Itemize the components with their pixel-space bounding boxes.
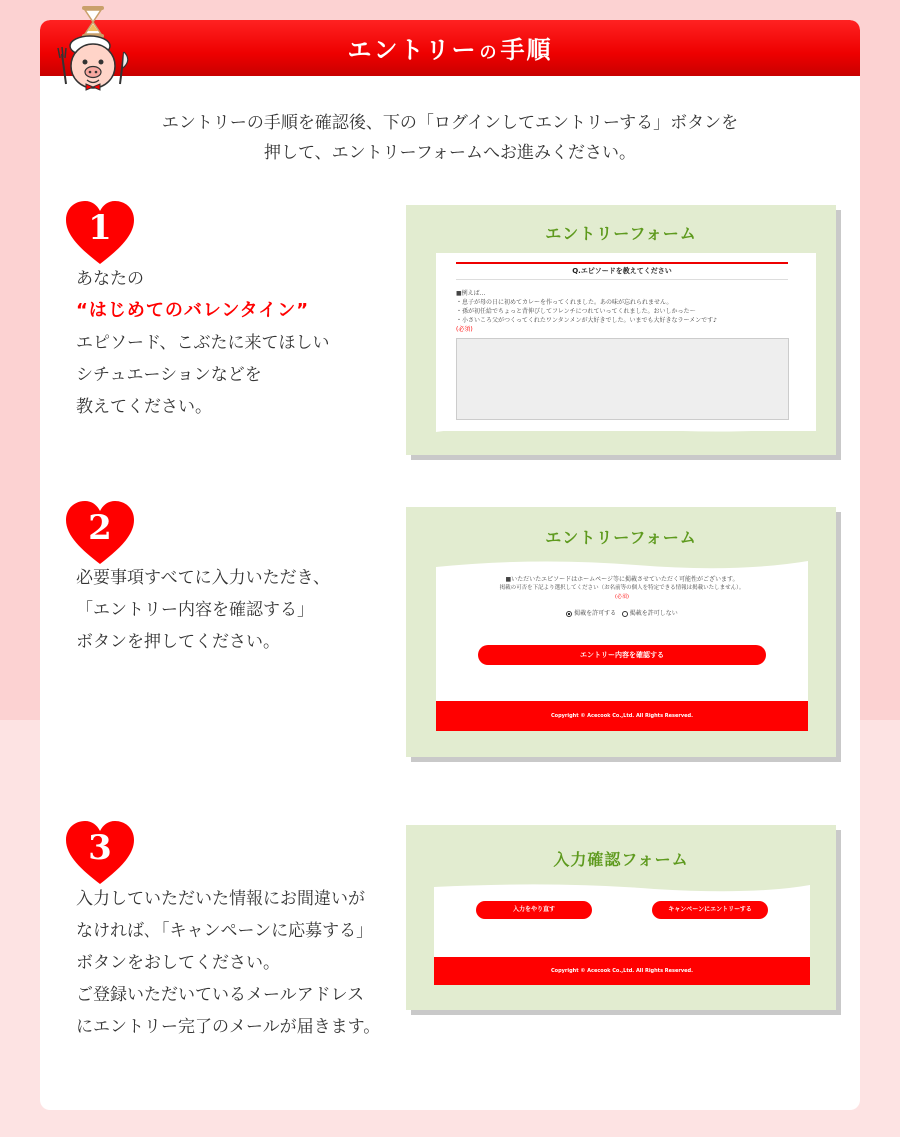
publish-permission-radios[interactable]: 掲載を許可する 掲載を許可しない — [436, 609, 808, 618]
panel-title: エントリーフォーム — [545, 528, 697, 547]
step-1-number: 1 — [88, 208, 112, 248]
wave-edge — [436, 420, 816, 438]
campaign-entry-button[interactable]: キャンペーンにエントリーする — [652, 901, 768, 919]
episode-textarea[interactable] — [456, 338, 789, 420]
step-1-text: あなたの “はじめてのバレンタイン” エピソード、こぶたに来てほしい シチュエーションなどを 教えてください。 — [76, 269, 330, 417]
copyright-bar: Copyright © Acecook Co.,Ltd. All Rights Reserved. — [436, 701, 808, 731]
form-area — [434, 893, 810, 957]
radio-selected[interactable] — [566, 611, 572, 617]
confirm-entry-button[interactable]: エントリー内容を確認する — [478, 645, 766, 665]
example-list: ■例えば… ・息子が母の日に初めてカレーを作ってくれました。あの味が忘れられません。 ・孫が初任給でちょっと背伸びしてフレンチにつれていってくれました。おいしかった〜 ・小さいころ父がつくってくれたワンタンメンが大好きでした。いまでも大好きなラーメンです♪ (必須) — [456, 290, 717, 333]
panel-title: エントリーフォーム — [545, 224, 697, 243]
panel-title: 入力確認フォーム — [553, 850, 689, 869]
step-2-text: 必要事項すべてに入力いただき、 「エントリー内容を確認する」 ボタンを押してください。 — [76, 568, 330, 652]
pig-chef-mascot-icon — [48, 4, 138, 96]
form-area — [436, 253, 816, 431]
question-heading: Q.エピソードを教えてください — [572, 267, 672, 275]
intro-text: エントリーの手順を確認後、下の「ログインしてエントリーする」ボタンを 押して、エントリーフォームへお進みください。 — [161, 113, 739, 163]
step-3-number: 3 — [88, 828, 112, 868]
form-area: ■いただいたエピソードはホームページ等に掲載させていただく可能性がございます。 掲載の可否を下記より選択してください（お名前等の個人を特定できる情報は掲載いたしません）。 (必須) 掲載を許可する 掲載を許可しない エントリー内容を確認する — [436, 573, 808, 701]
step-2-number: 2 — [88, 508, 112, 548]
copyright-bar: Copyright © Acecook Co.,Ltd. All Rights Reserved. — [434, 957, 810, 985]
entry-form-preview-2 — [406, 507, 836, 757]
page-title: エントリー の手順 — [347, 36, 553, 64]
radio-unselected[interactable] — [622, 611, 628, 617]
entry-form-preview-1 — [406, 205, 836, 455]
header-banner — [40, 20, 860, 76]
step-3-text: 入力していただいた情報にお間違いが なければ､「キャンペーンに応募する」 ボタンをおしてください。 ご登録いただいているメールアドレス にエントリー完了のメールが届きます。 — [76, 889, 381, 1037]
confirm-form-preview — [406, 825, 836, 1010]
redo-input-button[interactable]: 入力をやり直す — [476, 901, 592, 919]
